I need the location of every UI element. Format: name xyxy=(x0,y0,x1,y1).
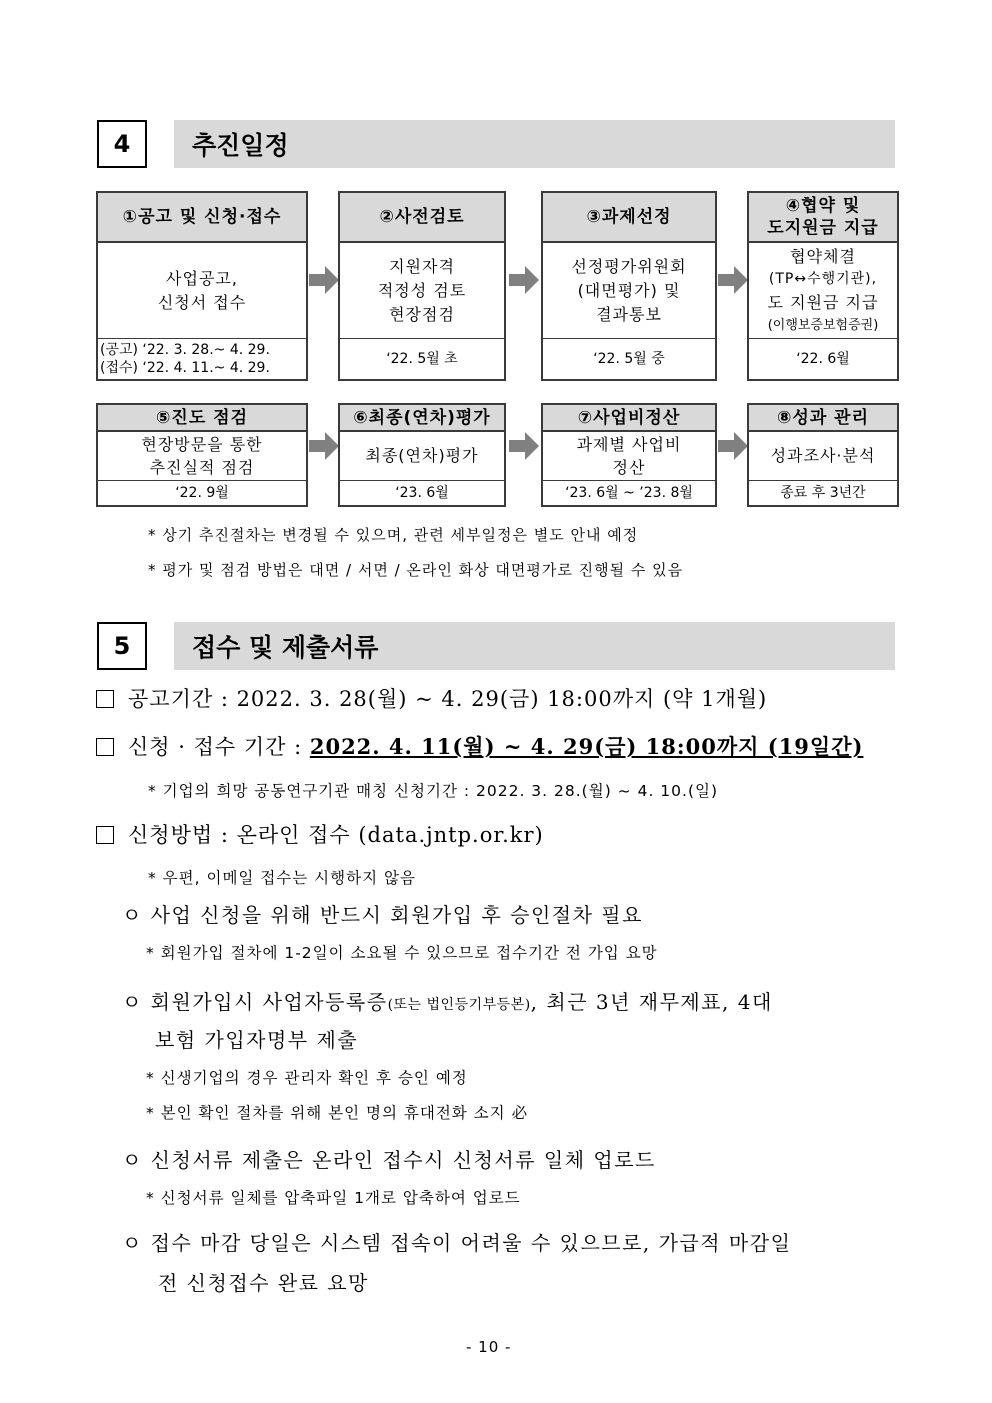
date-line: ‘23. 6월 ~ ’23. 8월 xyxy=(565,485,693,501)
page-number: - 10 - xyxy=(466,1338,512,1356)
section-4-title: 추진일정 xyxy=(174,120,895,168)
flow-step-1 xyxy=(96,191,308,381)
method-note: * 우편, 이메일 접수는 시행하지 않음 xyxy=(148,869,416,887)
date-line: ‘22. 6월 xyxy=(796,351,850,367)
schedule-note: * 상기 추진절차는 변경될 수 있으며, 관련 세부일정은 별도 안내 예정 xyxy=(148,526,639,544)
arrow-right-icon xyxy=(509,432,539,460)
sub-item-3: ㅇ 신청서류 제출은 온라인 접수시 신청서류 일체 업로드 xyxy=(122,1148,656,1172)
body-line: 적정성 검토 xyxy=(377,280,467,300)
sub-item-1: ㅇ 사업 신청을 위해 반드시 회원가입 후 승인절차 필요 xyxy=(122,903,643,927)
sub-item-4: ㅇ 접수 마감 당일은 시스템 접속이 어려울 수 있으므로, 가급적 마감일 xyxy=(122,1231,792,1255)
flow-step-body xyxy=(543,432,715,480)
flow-step-date xyxy=(340,480,504,505)
body-line: (TP↔수행기관), xyxy=(768,270,878,287)
flow-step-body xyxy=(340,432,504,480)
body-line: (대면평가) 및 xyxy=(577,280,681,300)
arrow-right-icon xyxy=(718,432,748,460)
sub-item-2-small: (또는 법인등기부등본) xyxy=(387,997,531,1013)
announce-period xyxy=(96,683,767,713)
body-line: 협약체결 xyxy=(790,246,856,266)
flow-step-date xyxy=(543,480,715,505)
flow-step-title: ⑤진도 점검 xyxy=(98,405,306,432)
date-line: ‘22. 9월 xyxy=(175,485,229,501)
sub-item-4-line2: 전 신청접수 완료 요망 xyxy=(158,1271,369,1295)
apply-period xyxy=(96,731,863,761)
body-line: 성과조사·분석 xyxy=(770,446,876,465)
flow-step-date xyxy=(749,480,897,505)
flow-step-title xyxy=(749,193,897,243)
flow-step-body xyxy=(98,432,306,480)
body-line: (이행보증보험증권) xyxy=(767,317,879,333)
flow-step-2 xyxy=(338,191,506,381)
flow-step-body xyxy=(543,243,715,338)
flow-step-4 xyxy=(747,191,899,381)
body-line: 결과통보 xyxy=(596,304,662,324)
flow-step-title: ③과제선정 xyxy=(543,193,715,243)
flow-step-title: ⑧성과 관리 xyxy=(749,405,897,432)
date-line: (접수) ‘22. 4. 11.~ 4. 29. xyxy=(100,360,270,376)
flow-step-body xyxy=(749,243,897,338)
sub-item-2-line2: 보험 가입자명부 제출 xyxy=(155,1028,359,1052)
checkbox-square-icon xyxy=(96,826,114,844)
arrow-right-icon xyxy=(509,266,539,294)
checkbox-square-icon xyxy=(96,738,114,756)
body-line: 사업공고, xyxy=(166,268,238,288)
apply-note: * 기업의 희망 공동연구기관 매칭 신청기간 : 2022. 3. 28.(월) ~ 4. 10.(일) xyxy=(148,782,719,800)
flow-step-date xyxy=(340,338,504,379)
body-line: 과제별 사업비 xyxy=(576,435,682,454)
sub-item-2-text: ㅇ 회원가입시 사업자등록증 xyxy=(122,990,388,1014)
apply-method xyxy=(96,819,544,849)
sub-item-2-note: * 본인 확인 절차를 위해 본인 명의 휴대전화 소지 必 xyxy=(146,1104,529,1122)
sub-item-1-note: * 회원가입 절차에 1-2일이 소요될 수 있으므로 접수기간 전 가입 요망 xyxy=(146,944,658,962)
body-line: 현장점검 xyxy=(389,304,455,324)
flow-step-body xyxy=(749,432,897,480)
title-line: 도지원금 지급 xyxy=(767,218,879,238)
apply-method-text: 신청방법 : 온라인 접수 (data.jntp.or.kr) xyxy=(128,823,544,847)
date-line: ‘22. 5월 중 xyxy=(593,351,665,367)
flow-step-date xyxy=(98,338,306,379)
announce-period-text: 공고기간 : 2022. 3. 28(월) ~ 4. 29(금) 18:00까지 (약 1개월) xyxy=(128,687,768,711)
checkbox-square-icon xyxy=(96,690,114,708)
flow-step-body xyxy=(98,243,306,338)
flow-step-title: ⑦사업비정산 xyxy=(543,405,715,432)
flow-step-title: ⑥최종(연차)평가 xyxy=(340,405,504,432)
flow-step-6 xyxy=(338,403,506,507)
flow-step-title: ②사전검토 xyxy=(340,193,504,243)
flow-step-5 xyxy=(96,403,308,507)
flow-step-7 xyxy=(541,403,717,507)
flow-step-date xyxy=(543,338,715,379)
body-line: 지원자격 xyxy=(389,256,455,276)
body-line: 정산 xyxy=(612,458,646,477)
arrow-right-icon xyxy=(309,432,339,460)
title-line: ④협약 및 xyxy=(785,196,861,216)
body-line: 최종(연차)평가 xyxy=(365,446,479,465)
schedule-note: * 평가 및 점검 방법은 대면 / 서면 / 온라인 화상 대면평가로 진행될 수 있음 xyxy=(148,561,684,579)
arrow-right-icon xyxy=(718,266,748,294)
body-line: 추진실적 점검 xyxy=(149,458,255,477)
flow-step-body xyxy=(340,243,504,338)
sub-item-3-note: * 신청서류 일체를 압축파일 1개로 압축하여 업로드 xyxy=(146,1189,521,1207)
date-line: 종료 후 3년간 xyxy=(780,485,866,501)
body-line: 현장방문을 통한 xyxy=(141,435,263,454)
arrow-right-icon xyxy=(309,266,339,294)
flow-step-date xyxy=(749,338,897,379)
sub-item-2-text-b: , 최근 3년 재무제표, 4대 xyxy=(530,990,773,1014)
flow-step-title: ①공고 및 신청·접수 xyxy=(98,193,306,243)
sub-item-2 xyxy=(122,986,773,1015)
apply-period-value: 2022. 4. 11(월) ~ 4. 29(금) 18:00까지 (19일간) xyxy=(309,734,864,759)
apply-period-label: 신청 · 접수 기간 : xyxy=(128,735,310,759)
section-5-title: 접수 및 제출서류 xyxy=(174,622,895,670)
date-line: ‘22. 5월 초 xyxy=(386,351,458,367)
flow-step-3 xyxy=(541,191,717,381)
section-5-number: 5 xyxy=(97,622,147,670)
section-4-number: 4 xyxy=(97,120,147,168)
date-line: (공고) ‘22. 3. 28.~ 4. 29. xyxy=(100,342,270,358)
body-line: 도 지원금 지급 xyxy=(767,292,879,312)
body-line: 신청서 접수 xyxy=(157,292,247,312)
body-line: 선정평가위원회 xyxy=(571,256,687,276)
date-line: ‘23. 6월 xyxy=(395,485,449,501)
sub-item-2-note: * 신생기업의 경우 관리자 확인 후 승인 예정 xyxy=(146,1069,468,1087)
flow-step-8 xyxy=(747,403,899,507)
flow-step-date xyxy=(98,480,306,505)
